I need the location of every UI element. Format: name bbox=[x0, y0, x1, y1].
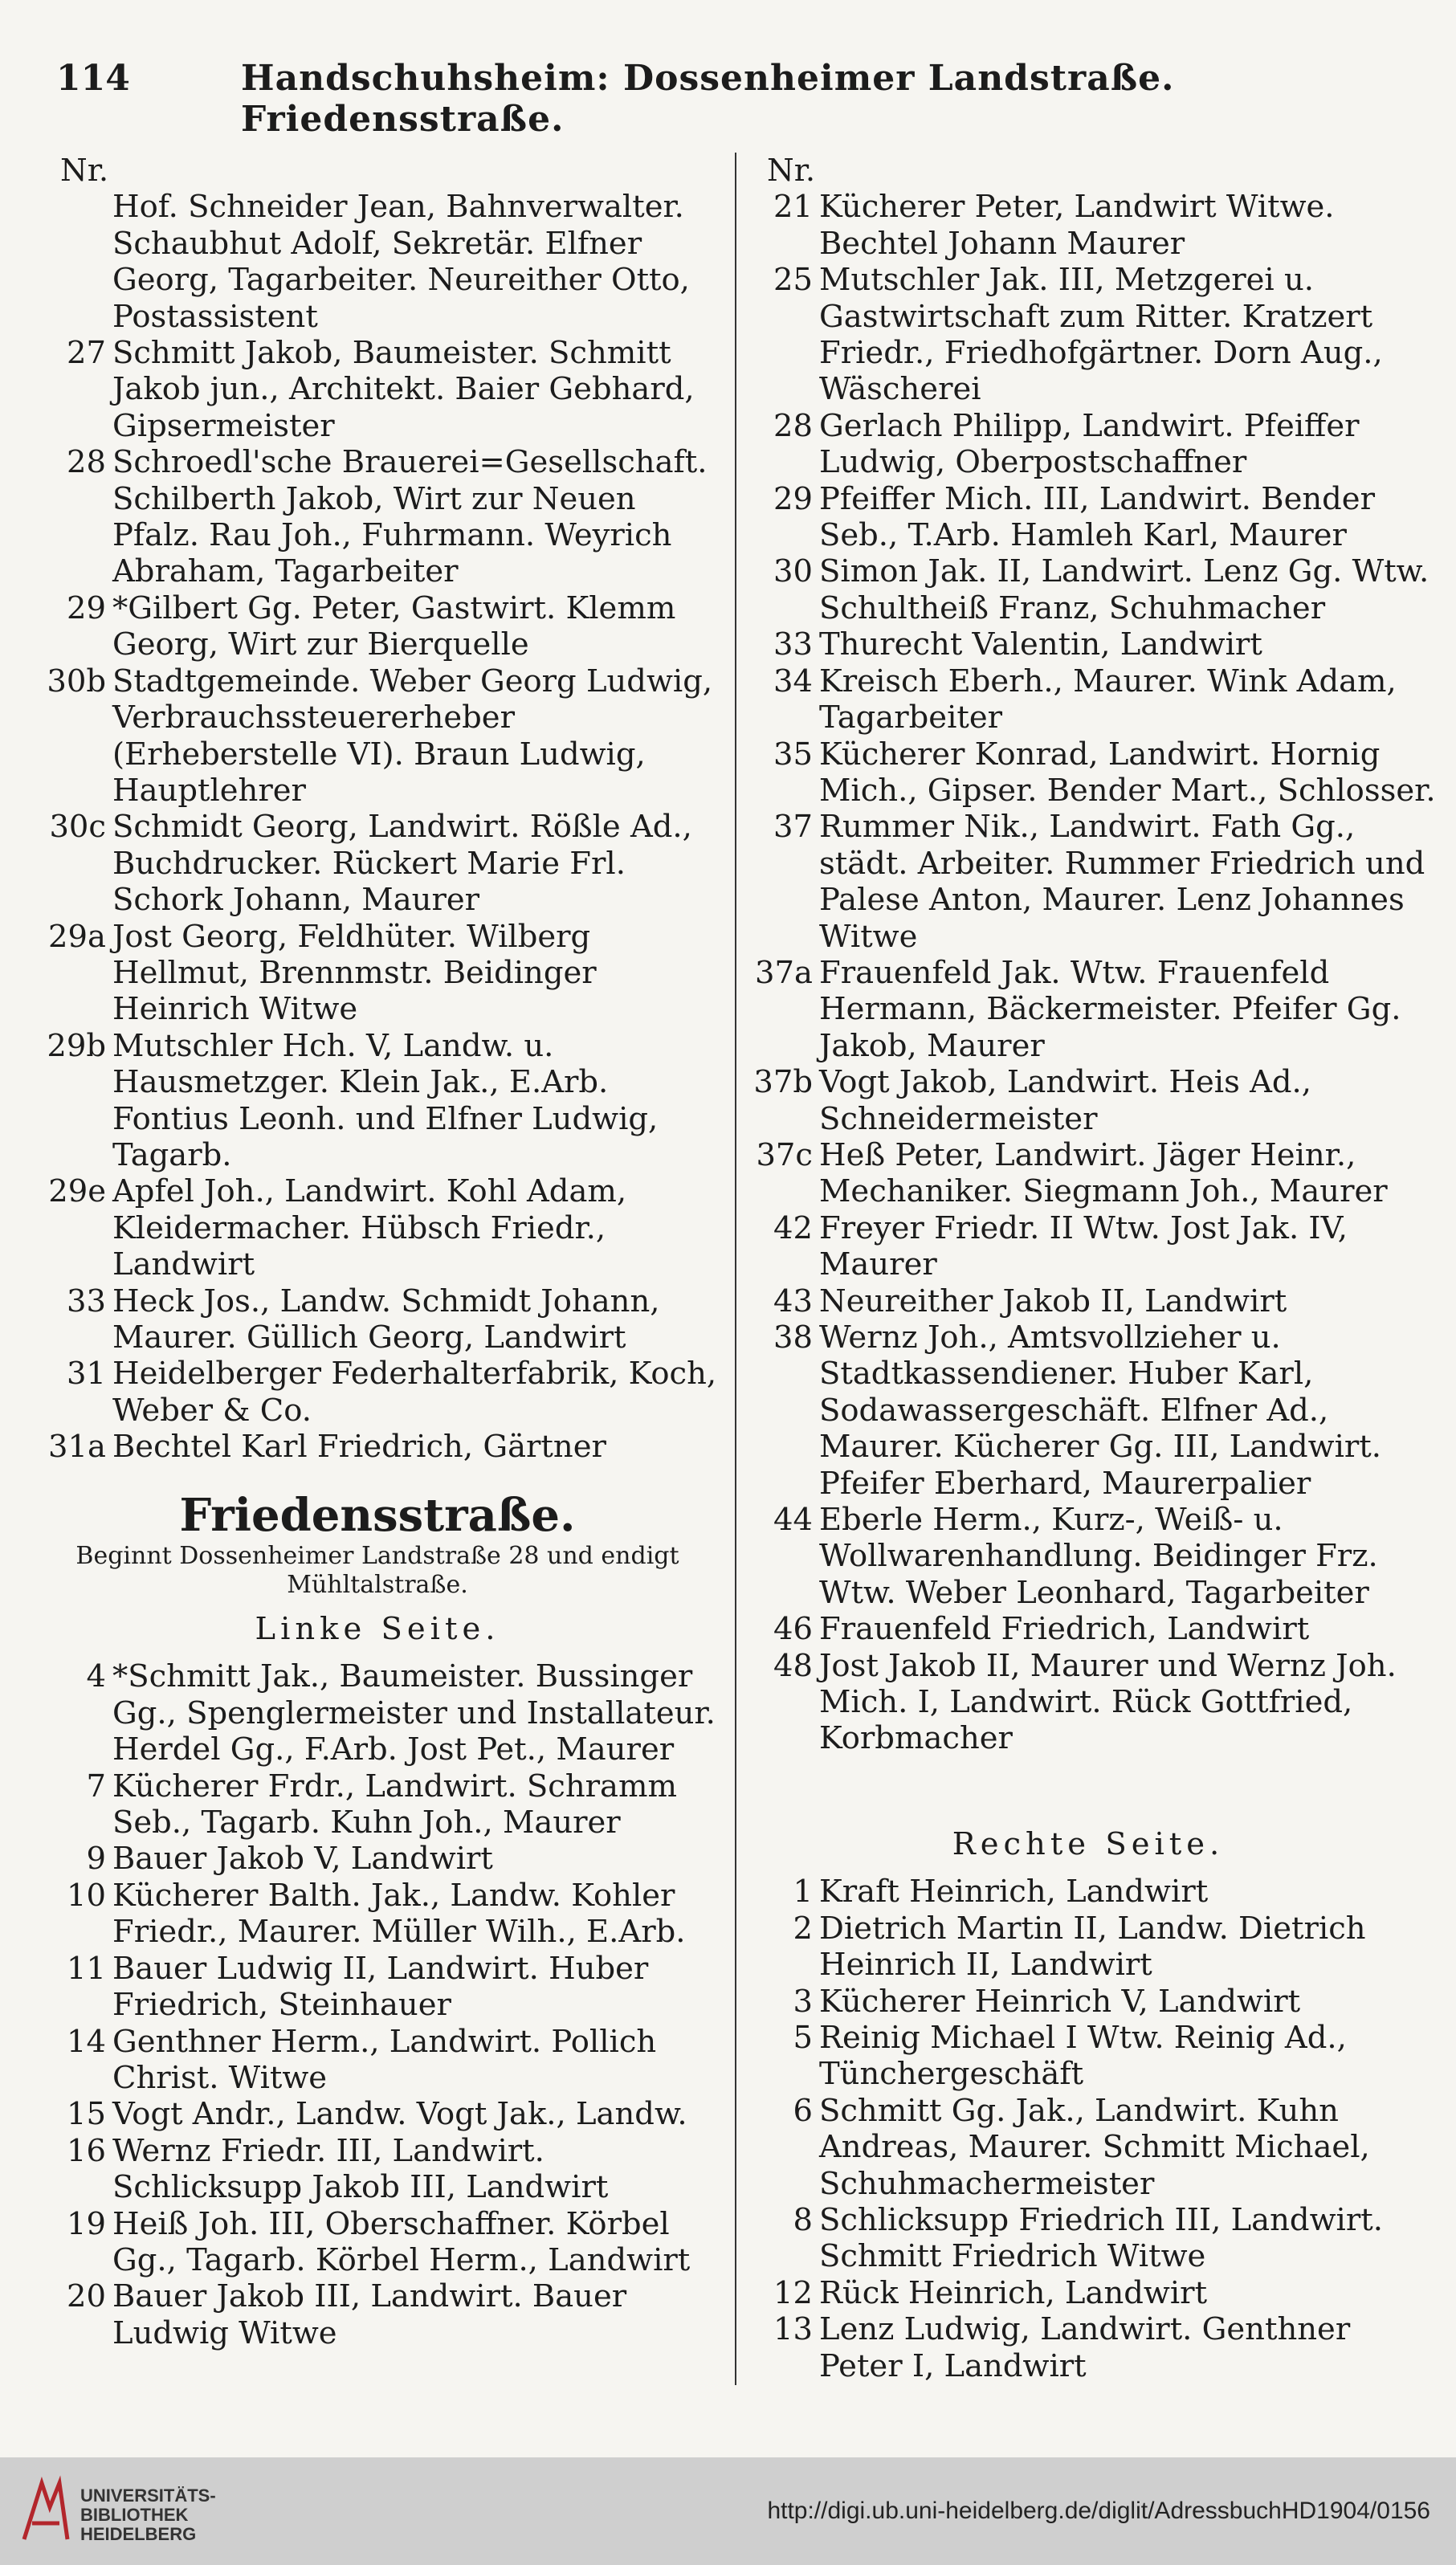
right-entries-street bbox=[739, 1874, 1438, 2384]
entry-text: Stadtgemeinde. Weber Georg Ludwig, Verbrauchssteuererheber (Erheberstelle VI). Braun Ludwig, Hauptlehrer bbox=[112, 663, 713, 809]
house-number: 34 bbox=[773, 663, 813, 699]
house-number: 28 bbox=[773, 407, 813, 444]
address-entry bbox=[739, 1502, 1438, 1611]
address-entry bbox=[32, 1283, 723, 1356]
house-number: 19 bbox=[67, 2205, 106, 2242]
house-number: 28 bbox=[67, 444, 106, 481]
entry-text: Heck Jos., Landw. Schmidt Johann, Maurer. Güllich Georg, Landwirt bbox=[112, 1282, 660, 1356]
address-entry bbox=[739, 1910, 1438, 1984]
entry-text: Schmitt Jakob, Baumeister. Schmitt Jakob jun., Architekt. Baier Gebhard, Gipsermeister bbox=[112, 335, 695, 444]
house-number: 30c bbox=[49, 809, 106, 846]
address-entry bbox=[32, 1951, 723, 2024]
address-entry bbox=[32, 1878, 723, 1951]
address-entry bbox=[739, 663, 1438, 736]
entry-text: Kücherer Konrad, Landwirt. Hornig Mich., Gipser. Bender Mart., Schlosser. bbox=[819, 736, 1436, 809]
page-title: Handschuhsheim: Dossenheimer Landstraße. Friedensstraße. bbox=[241, 58, 1175, 140]
house-number: 8 bbox=[793, 2201, 813, 2238]
address-entry bbox=[32, 1028, 723, 1174]
house-number: 38 bbox=[773, 1319, 813, 1356]
entry-text: Bauer Ludwig II, Landwirt. Huber Friedrich, Steinhauer bbox=[112, 1950, 649, 2024]
right-entries bbox=[739, 189, 1438, 1756]
house-number: 7 bbox=[86, 1768, 106, 1804]
address-entry bbox=[32, 590, 723, 663]
entry-text: Mutschler Jak. III, Metzgerei u. Gastwirtschaft zum Ritter. Kratzert Friedr., Friedhofgärtner. Dorn Aug., Wäscherei bbox=[819, 262, 1383, 408]
nr-label: Nr. bbox=[767, 153, 816, 189]
address-entry bbox=[32, 809, 723, 918]
address-entry bbox=[739, 955, 1438, 1064]
entry-text: Mutschler Hch. V, Landw. u. Hausmetzger. Klein Jak., E.Arb. Fontius Leonh. und Elfner Ludwig, Tagarb. bbox=[112, 1027, 659, 1173]
entry-text: Gerlach Philipp, Landwirt. Pfeiffer Ludwig, Oberpostschaffner bbox=[819, 407, 1360, 481]
entry-text: *Schmitt Jak., Baumeister. Bussinger Gg., Spenglermeister und Installateur. Herdel Gg., F.Arb. Jost Pet., Maurer bbox=[112, 1658, 716, 1768]
address-entry bbox=[739, 2311, 1438, 2384]
house-number: 31a bbox=[48, 1429, 106, 1466]
entry-text: Bauer Jakob V, Landwirt bbox=[112, 1841, 493, 1878]
page-header bbox=[56, 50, 1421, 140]
house-number: 3 bbox=[793, 1983, 813, 2020]
address-entry bbox=[32, 919, 723, 1028]
entry-text: Vogt Jakob, Landwirt. Heis Ad., Schneidermeister bbox=[819, 1064, 1311, 1137]
address-entry bbox=[739, 1874, 1438, 1910]
entry-text: Wernz Friedr. III, Landwirt. Schlicksupp Jakob III, Landwirt bbox=[112, 2132, 609, 2206]
source-url-link[interactable]: http://digi.ub.uni-heidelberg.de/diglit/AdressbuchHD1904/0156 bbox=[767, 2498, 1430, 2524]
house-number: 27 bbox=[67, 335, 106, 372]
entry-text: Genthner Herm., Landwirt. Pollich Christ. Witwe bbox=[112, 2023, 657, 2096]
house-number: 37b bbox=[753, 1064, 813, 1101]
house-number: 48 bbox=[773, 1647, 813, 1684]
house-number: 43 bbox=[773, 1282, 813, 1319]
library-name bbox=[80, 2486, 216, 2544]
entry-text: Thurecht Valentin, Landwirt bbox=[819, 626, 1262, 663]
address-entry bbox=[32, 663, 723, 809]
entry-text: Bechtel Karl Friedrich, Gärtner bbox=[112, 1429, 606, 1466]
address-entry bbox=[739, 408, 1438, 481]
address-entry bbox=[32, 1768, 723, 1841]
entry-text: Lenz Ludwig, Landwirt. Genthner Peter I, Landwirt bbox=[819, 2311, 1351, 2384]
address-entry bbox=[739, 262, 1438, 408]
entry-text: Dietrich Martin II, Landw. Dietrich Heinrich II, Landwirt bbox=[819, 1910, 1366, 1984]
house-number: 9 bbox=[86, 1841, 106, 1878]
address-entry bbox=[739, 189, 1438, 262]
left-entries bbox=[32, 189, 723, 1465]
entry-text: Kücherer Frdr., Landwirt. Schramm Seb., Tagarb. Kuhn Joh., Maurer bbox=[112, 1768, 678, 1841]
entry-text: Frauenfeld Friedrich, Landwirt bbox=[819, 1611, 1310, 1648]
house-number: 35 bbox=[773, 736, 813, 773]
entry-text: Kücherer Balth. Jak., Landw. Kohler Friedr., Maurer. Müller Wilh., E.Arb. bbox=[112, 1877, 686, 1951]
address-entry bbox=[739, 2275, 1438, 2311]
column-divider bbox=[735, 153, 736, 2385]
left-column bbox=[32, 153, 723, 2351]
address-entry bbox=[32, 189, 723, 335]
entry-text: Kücherer Heinrich V, Landwirt bbox=[819, 1983, 1301, 2020]
house-number: 5 bbox=[793, 2019, 813, 2056]
entry-text: Rück Heinrich, Landwirt bbox=[819, 2274, 1208, 2311]
entry-text: Simon Jak. II, Landwirt. Lenz Gg. Wtw. Schultheiß Franz, Schuhmacher bbox=[819, 553, 1429, 626]
house-number: 21 bbox=[773, 189, 813, 226]
address-entry bbox=[739, 1611, 1438, 1647]
house-number: 29b bbox=[47, 1027, 106, 1064]
house-number: 29a bbox=[48, 918, 106, 955]
entry-text: Rummer Nik., Landwirt. Fath Gg., städt. Arbeiter. Rummer Friedrich und Palese Anton, Maurer. Lenz Johannes Witwe bbox=[819, 809, 1425, 955]
entry-text: Pfeiffer Mich. III, Landwirt. Bender Seb., T.Arb. Hamleh Karl, Maurer bbox=[819, 480, 1375, 554]
address-entry bbox=[739, 1137, 1438, 1210]
library-name-line2: BIBLIOTHEK bbox=[80, 2505, 189, 2525]
house-number: 31 bbox=[67, 1356, 106, 1393]
house-number: 16 bbox=[67, 2132, 106, 2169]
address-entry bbox=[739, 2202, 1438, 2275]
address-entry bbox=[32, 2206, 723, 2279]
address-entry bbox=[32, 1658, 723, 1768]
address-entry bbox=[32, 1841, 723, 1877]
entry-text: Wernz Joh., Amtsvollzieher u. Stadtkassendiener. Huber Karl, Sodawassergeschäft. Elfner Ad., Maurer. Kücherer Gg. III, Landwirt. Pfeifer Eberhard, Maurerpalier bbox=[819, 1319, 1382, 1502]
address-entry bbox=[32, 335, 723, 444]
address-entry bbox=[32, 1356, 723, 1429]
house-number: 37c bbox=[756, 1136, 813, 1173]
address-entry bbox=[739, 1319, 1438, 1502]
house-number: 30b bbox=[47, 663, 106, 699]
house-number: 2 bbox=[793, 1910, 813, 1947]
house-number: 25 bbox=[773, 262, 813, 299]
address-entry bbox=[32, 444, 723, 590]
address-entry bbox=[32, 2096, 723, 2132]
address-entry bbox=[739, 1064, 1438, 1137]
house-number: 11 bbox=[67, 1950, 106, 1987]
address-entry bbox=[739, 1984, 1438, 2020]
entry-text: Freyer Friedr. II Wtw. Jost Jak. IV, Maurer bbox=[819, 1209, 1348, 1283]
address-entry bbox=[32, 2024, 723, 2097]
house-number: 33 bbox=[773, 626, 813, 663]
library-name-line3: HEIDELBERG bbox=[80, 2524, 197, 2544]
entry-text: Schmidt Georg, Landwirt. Rößle Ad., Buchdrucker. Rückert Marie Frl. Schork Johann, Maurer bbox=[112, 809, 692, 919]
address-entry bbox=[32, 1429, 723, 1465]
address-entry bbox=[739, 736, 1438, 809]
entry-text: Kraft Heinrich, Landwirt bbox=[819, 1874, 1209, 1910]
house-number: 20 bbox=[67, 2278, 106, 2315]
entry-text: Schmitt Gg. Jak., Landwirt. Kuhn Andreas, Maurer. Schmitt Michael, Schuhmachermeister bbox=[819, 2092, 1370, 2202]
side-label-left: Linke Seite. bbox=[255, 1611, 500, 1648]
house-number: 29 bbox=[67, 589, 106, 626]
entry-text: Kücherer Peter, Landwirt Witwe. Bechtel Johann Maurer bbox=[819, 189, 1335, 262]
entry-text: Schroedl'sche Brauerei=Gesellschaft. Schilberth Jakob, Wirt zur Neuen Pfalz. Rau Joh., Fuhrmann. Weyrich Abraham, Tagarbeiter bbox=[112, 444, 708, 590]
house-number: 1 bbox=[793, 1874, 813, 1910]
entry-text: Hof. Schneider Jean, Bahnverwalter. Schaubhut Adolf, Sekretär. Elfner Georg, Tagarbeiter. Neureither Otto, Postassistent bbox=[112, 189, 690, 335]
address-entry bbox=[32, 2278, 723, 2351]
entry-text: Jost Georg, Feldhüter. Wilberg Hellmut, Brennmstr. Beidinger Heinrich Witwe bbox=[112, 918, 597, 1028]
entry-text: Schlicksupp Friedrich III, Landwirt. Schmitt Friedrich Witwe bbox=[819, 2201, 1383, 2275]
house-number: 4 bbox=[86, 1658, 106, 1695]
left-entries-street bbox=[32, 1658, 723, 2351]
house-number: 30 bbox=[773, 553, 813, 590]
address-entry bbox=[32, 2133, 723, 2206]
address-entry bbox=[739, 1283, 1438, 1319]
address-entry bbox=[739, 809, 1438, 955]
house-number: 29e bbox=[48, 1173, 106, 1210]
house-number: 44 bbox=[773, 1502, 813, 1539]
house-number: 29 bbox=[773, 480, 813, 517]
side-label-right: Rechte Seite. bbox=[952, 1825, 1225, 1862]
address-entry bbox=[739, 1210, 1438, 1283]
library-footer bbox=[0, 2457, 1456, 2565]
house-number: 10 bbox=[67, 1877, 106, 1914]
address-entry bbox=[739, 2093, 1438, 2202]
entry-text: *Gilbert Gg. Peter, Gastwirt. Klemm Georg, Wirt zur Bierquelle bbox=[112, 589, 676, 663]
address-entry bbox=[32, 1173, 723, 1282]
house-number: 46 bbox=[773, 1611, 813, 1648]
house-number: 13 bbox=[773, 2311, 813, 2348]
entry-text: Reinig Michael I Wtw. Reinig Ad., Tünchergeschäft bbox=[819, 2019, 1347, 2093]
address-entry bbox=[739, 1648, 1438, 1757]
entry-text: Kreisch Eberh., Maurer. Wink Adam, Tagarbeiter bbox=[819, 663, 1397, 736]
page-number: 114 bbox=[56, 58, 130, 99]
house-number: 15 bbox=[67, 2096, 106, 2133]
house-number: 14 bbox=[67, 2023, 106, 2060]
entry-text: Vogt Andr., Landw. Vogt Jak., Landw. bbox=[112, 2096, 687, 2133]
address-entry bbox=[739, 481, 1438, 554]
address-entry bbox=[739, 626, 1438, 663]
address-entry bbox=[739, 2020, 1438, 2093]
entry-text: Bauer Jakob III, Landwirt. Bauer Ludwig Witwe bbox=[112, 2278, 627, 2351]
section-subtitle: Beginnt Dossenheimer Landstraße 28 und endigt Mühltalstraße. bbox=[75, 1542, 679, 1600]
entry-text: Apfel Joh., Landwirt. Kohl Adam, Kleidermacher. Hübsch Friedr., Landwirt bbox=[112, 1173, 627, 1283]
entry-text: Heidelberger Federhalterfabrik, Koch, Weber & Co. bbox=[112, 1356, 717, 1429]
entry-text: Frauenfeld Jak. Wtw. Frauenfeld Hermann, Bäckermeister. Pfeifer Gg. Jakob, Maurer bbox=[819, 954, 1401, 1064]
entry-text: Heiß Joh. III, Oberschaffner. Körbel Gg., Tagarb. Körbel Herm., Landwirt bbox=[112, 2205, 691, 2278]
entry-text: Eberle Herm., Kurz-, Weiß- u. Wollwarenhandlung. Beidinger Frz. Wtw. Weber Leonhard, Tagarbeiter bbox=[819, 1502, 1378, 1611]
library-logo-icon bbox=[18, 2475, 74, 2549]
right-column bbox=[739, 153, 1438, 2384]
house-number: 6 bbox=[793, 2092, 813, 2129]
nr-label: Nr. bbox=[60, 153, 109, 189]
section-title: Friedensstraße. bbox=[179, 1488, 576, 1542]
address-entry bbox=[739, 553, 1438, 626]
entry-text: Neureither Jakob II, Landwirt bbox=[819, 1282, 1287, 1319]
entry-text: Jost Jakob II, Maurer und Wernz Joh. Mich. I, Landwirt. Rück Gottfried, Korbmacher bbox=[819, 1647, 1397, 1757]
house-number: 42 bbox=[773, 1209, 813, 1246]
house-number: 37 bbox=[773, 809, 813, 846]
house-number: 12 bbox=[773, 2274, 813, 2311]
house-number: 37a bbox=[755, 954, 813, 991]
house-number: 33 bbox=[67, 1282, 106, 1319]
entry-text: Heß Peter, Landwirt. Jäger Heinr., Mechaniker. Siegmann Joh., Maurer bbox=[819, 1136, 1388, 1210]
library-name-line1: UNIVERSITÄTS- bbox=[80, 2485, 216, 2506]
